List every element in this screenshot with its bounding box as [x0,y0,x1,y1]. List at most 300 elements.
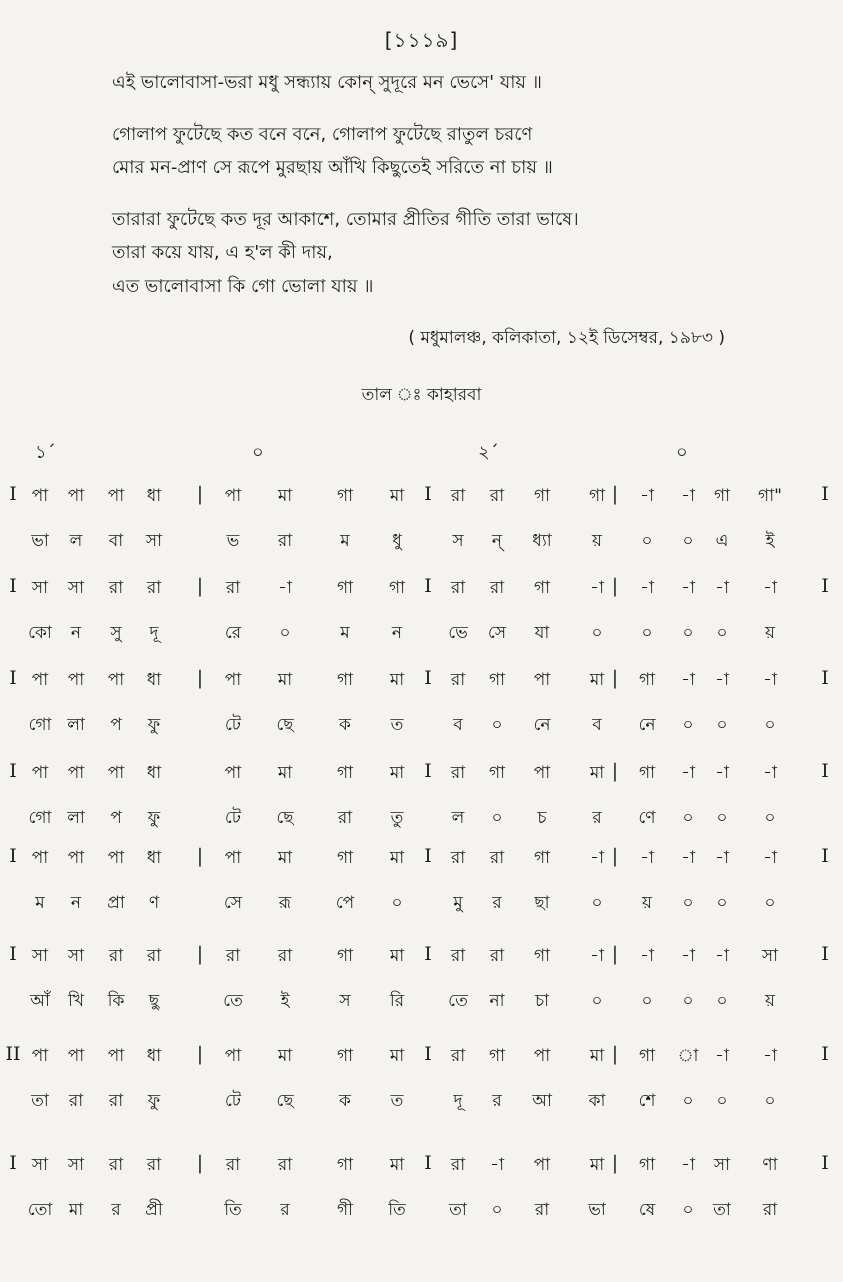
swara-note: গা [533,848,551,868]
lyric-syllable: ০ [682,893,694,913]
row-end-barline: I [821,483,829,505]
row-start-barline: I [9,845,17,867]
row-end-barline: I [821,575,829,597]
lyric-syllable: ভে [448,623,468,643]
swara-note: সা [67,1155,85,1175]
swara-note: সা [761,946,779,966]
swara-note: রা [277,946,293,966]
lyric-syllable: ০ [716,893,728,913]
lyric-syllable: ০ [764,1091,776,1111]
swara-note: মা [589,763,605,783]
lyric-syllable: ল [69,531,83,551]
lyric-syllable: ০ [682,531,694,551]
swara-note: গা [533,486,551,506]
row-end-barline: I [821,1152,829,1174]
barline: I [424,1152,432,1174]
lyric-syllable: ত [390,1091,404,1111]
lyric-syllable: লা [67,808,85,828]
lyric-syllable: ন [70,893,82,913]
lyric-syllable: ০ [716,808,728,828]
beat-mark-4: ০ [676,442,688,463]
swara-note: -া [763,578,777,598]
swara-note: া [677,1046,699,1066]
swara-note: রা [450,486,466,506]
swara-note: রা [108,1155,124,1175]
lyric-syllable: র [492,893,502,913]
swara-note: গা [336,946,354,966]
swara-note: -া [681,578,695,598]
swara-note: রা [146,578,162,598]
lyric-syllable: ০ [682,715,694,735]
swara-note: সা [31,946,49,966]
lyric-syllable: য় [591,531,603,551]
lyric-syllable: ণে [638,808,656,828]
swara-note: রা [450,763,466,783]
lyric-syllable: ছে [276,1091,294,1111]
swara-note: গা [713,486,731,506]
swara-note: পা [67,848,85,868]
lyric-line-2: গোলাপ ফুটেছে কত বনে বনে, গোলাপ ফুটেছে রাতুল চরণে [112,124,533,145]
barline: I [424,483,432,505]
swara-note: পা [31,763,49,783]
swara-note: পা [31,486,49,506]
swara-note: ধা [146,848,162,868]
swara-note: মা [589,670,605,690]
swara-note: রা [489,946,505,966]
swara-note: -া [640,486,654,506]
lyric-syllable: য় [764,623,776,643]
lyric-syllable: ব [453,715,463,735]
lyric-syllable: ম [340,623,350,643]
swara-note: রা [489,486,505,506]
row-end-barline: I [821,1043,829,1065]
swara-note: পা [533,1155,551,1175]
lyric-line-1: এই ভালোবাসা-ভরা মধু সন্ধ্যায় কোন্ সুদূরে মন ভেসে' যায় ॥ [112,72,542,93]
lyric-syllable: প [110,808,122,828]
swara-note: রা [277,1155,293,1175]
swara-note: রা [450,670,466,690]
lyric-syllable: ক [339,715,351,735]
lyric-syllable: ত [390,715,404,735]
lyric-syllable: বা [108,531,124,551]
lyric-syllable: প [110,715,122,735]
swara-note: সা [713,1155,731,1175]
lyric-syllable: কা [588,1091,606,1111]
lyric-syllable: ন্ [491,531,503,551]
lyric-syllable: তে [448,991,468,1011]
swara-note: গা [533,578,551,598]
swara-note: -া [763,1046,777,1066]
swara-note: -া [278,578,292,598]
swara-note: -া [590,578,604,598]
swara-note: গা [336,486,354,506]
lyric-syllable: শে [638,1091,656,1111]
row-start-barline: I [9,575,17,597]
swara-note: মা [589,1155,605,1175]
barline: | [196,667,204,689]
swara-note: সা [31,1155,49,1175]
barline: I [424,667,432,689]
lyric-syllable: ০ [716,1091,728,1111]
lyric-syllable: ০ [279,623,291,643]
swara-note: মা [589,1046,605,1066]
swara-note: -া [640,578,654,598]
row-end-barline: I [821,943,829,965]
beat-mark-2: ০ [252,442,264,463]
source-citation: ( মধুমালঞ্চ, কলিকাতা, ১২ই ডিসেম্বর, ১৯৮৩ ) [408,328,725,348]
lyric-syllable: কি [107,991,125,1011]
lyric-syllable: ভ [226,531,240,551]
lyric-syllable: যা [534,623,550,643]
swara-note: গা [638,1155,656,1175]
swara-note: পা [31,1046,49,1066]
swara-note: -া [490,1155,504,1175]
lyric-syllable: রি [389,991,405,1011]
row-end-barline: I [821,760,829,782]
barline: | [196,483,204,505]
swara-note: গা [388,578,406,598]
barline: | [611,667,619,689]
swara-note: রা [146,946,162,966]
swara-note: রা [489,578,505,598]
lyric-syllable: ০ [682,808,694,828]
lyric-syllable: খি [67,991,85,1011]
lyric-syllable: ০ [391,893,403,913]
lyric-syllable: তে [223,991,243,1011]
swara-note: গা [638,670,656,690]
lyric-syllable: টে [224,715,242,735]
barline: | [196,1152,204,1174]
lyric-syllable: ০ [716,715,728,735]
swara-note: গা [336,1046,354,1066]
lyric-syllable: আঁ [30,991,50,1011]
swara-note: -া [715,946,729,966]
swara-note: -া [590,848,604,868]
lyric-syllable: চ [537,808,547,828]
swara-note: -া [590,946,604,966]
lyric-syllable: ষে [638,1200,656,1220]
barline: | [611,1043,619,1065]
swara-note: পা [107,848,125,868]
swara-note: রা [225,578,241,598]
lyric-syllable: রা [277,531,293,551]
lyric-syllable: গো [28,808,52,828]
swara-note: সা [31,578,49,598]
page-number: [১১১৯] [384,28,459,52]
swara-note: গা [336,848,354,868]
swara-note: গা [488,670,506,690]
lyric-syllable: প্রা [107,893,125,913]
swara-note: রা [225,1155,241,1175]
swara-note: পা [224,763,242,783]
lyric-syllable: সু [110,623,122,643]
lyric-syllable: মা [68,1200,84,1220]
swara-note: সা [67,946,85,966]
swara-note: -া [640,946,654,966]
swara-note: পা [31,848,49,868]
swara-note: -া [763,670,777,690]
lyric-syllable: ক [339,1091,351,1111]
lyric-syllable: পে [335,893,355,913]
barline: I [424,943,432,965]
barline: | [611,1152,619,1174]
swara-note: মা [389,848,405,868]
swara-note: রা [489,848,505,868]
barline: I [424,575,432,597]
swara-note: -া [681,1155,695,1175]
lyric-syllable: রা [534,1200,550,1220]
lyric-syllable: ফু [147,808,161,828]
lyric-syllable: তি [224,1200,242,1220]
swara-note: মা [277,670,293,690]
lyric-syllable: এ [715,531,729,551]
lyric-syllable: তু [390,808,404,828]
swara-note: গা [336,1155,354,1175]
row-start-barline: II [5,1043,21,1065]
swara-note: মা [389,1155,405,1175]
swara-note: রা [450,848,466,868]
lyric-syllable: ছু [148,991,160,1011]
lyric-syllable: রা [337,808,353,828]
swara-note: পা [67,486,85,506]
lyric-syllable: ০ [591,991,603,1011]
swara-note: মা [389,763,405,783]
swara-note: -া [681,670,695,690]
barline: | [196,943,204,965]
swara-note: রা [450,1046,466,1066]
swara-note: পা [107,486,125,506]
swara-note: ধা [146,763,162,783]
swara-note: -া [715,763,729,783]
swara-note: রা [450,1155,466,1175]
lyric-syllable: সা [145,531,163,551]
swara-note: পা [31,670,49,690]
row-start-barline: I [9,760,17,782]
lyric-syllable: ০ [764,808,776,828]
swara-note: গা [336,763,354,783]
lyric-line-3: মোর মন-প্রাণ সে রূপে মুরছায় আঁখি কিছুতেই সরিতে না চায় ॥ [112,157,553,178]
lyric-syllable: ০ [682,1200,694,1220]
swara-note: রা [108,578,124,598]
lyric-syllable: ০ [491,715,503,735]
swara-note: পা [67,1046,85,1066]
lyric-syllable: ন [70,623,82,643]
row-end-barline: I [821,845,829,867]
lyric-syllable: গী [336,1200,354,1220]
swara-note: মা [389,1046,405,1066]
lyric-syllable: ম [35,893,45,913]
swara-note: গা [488,763,506,783]
swara-note: পা [224,670,242,690]
row-start-barline: I [9,667,17,689]
beat-mark-3: ২´ [478,442,499,463]
swara-note: মা [277,1046,293,1066]
lyric-line-4: তারারা ফুটেছে কত দূর আকাশে, তোমার প্রীতির গীতি তারা ভাষে। [112,209,579,230]
swara-note: পা [224,1046,242,1066]
barline: | [611,483,619,505]
tal-heading: তাল ঃ কাহারবা [361,385,482,405]
swara-note: ধা [146,1046,162,1066]
lyric-syllable: সে [223,893,243,913]
lyric-syllable: রা [762,1200,778,1220]
lyric-syllable: ০ [682,991,694,1011]
lyric-syllable: স [452,531,464,551]
lyric-syllable: ০ [641,623,653,643]
lyric-syllable: ম [340,531,350,551]
lyric-syllable: স [339,991,351,1011]
lyric-syllable: রে [224,623,242,643]
lyric-syllable: ০ [641,531,653,551]
lyric-syllable: ০ [764,893,776,913]
lyric-syllable: য় [641,893,653,913]
lyric-syllable: ০ [591,893,603,913]
lyric-syllable: রা [68,1091,84,1111]
barline: | [611,845,619,867]
swara-note: মা [389,670,405,690]
swara-note: গা [336,670,354,690]
lyric-syllable: ছে [276,808,294,828]
swara-note: গা [638,1046,656,1066]
row-end-barline: I [821,667,829,689]
lyric-syllable: ধু [392,531,402,551]
swara-note: পা [533,670,551,690]
swara-note: -া [715,848,729,868]
beat-mark-1: ১´ [35,442,56,463]
swara-note: -া [681,946,695,966]
swara-note: পা [224,486,242,506]
barline: | [611,943,619,965]
lyric-syllable: ন [391,623,403,643]
lyric-syllable: ০ [716,623,728,643]
swara-note: ধা [146,670,162,690]
lyric-syllable: য় [764,991,776,1011]
barline: | [611,760,619,782]
lyric-line-5: তারা কয়ে যায়, এ হ'ল কী দায়, [112,242,333,263]
swara-note: মা [277,763,293,783]
lyric-syllable: দূ [453,1091,463,1111]
barline: I [424,845,432,867]
swara-note: রা [108,946,124,966]
lyric-syllable: তো [27,1200,53,1220]
lyric-syllable: ছে [276,715,294,735]
swara-note: মা [389,946,405,966]
swara-note: পা [107,1046,125,1066]
lyric-syllable: র [280,1200,290,1220]
lyric-line-6: এত ভালোবাসা কি গো ভোলা যায় ॥ [112,276,374,297]
lyric-syllable: দূ [149,623,159,643]
swara-note: -া [763,848,777,868]
swara-note: গা [588,486,606,506]
lyric-syllable: র [492,1091,502,1111]
swara-note: গা [533,946,551,966]
lyric-syllable: ভা [588,1200,606,1220]
swara-note: গা [488,1046,506,1066]
swara-note: ধা [146,486,162,506]
lyric-syllable: ব [592,715,602,735]
swara-note: পা [107,763,125,783]
swara-note: গা [638,763,656,783]
swara-note: রা [225,946,241,966]
row-start-barline: I [9,943,17,965]
lyric-syllable: ভা [31,531,49,551]
lyric-syllable: কো [28,623,52,643]
swara-note: পা [224,848,242,868]
lyric-syllable: ল [451,808,465,828]
lyric-syllable: তা [449,1200,467,1220]
lyric-syllable: নে [533,715,551,735]
lyric-syllable: লা [67,715,85,735]
swara-note: -া [715,670,729,690]
lyric-syllable: ০ [491,808,503,828]
swara-note: মা [277,848,293,868]
lyric-syllable: ০ [591,623,603,643]
swara-note: -া [681,848,695,868]
swara-note: -া [681,763,695,783]
lyric-syllable: ০ [764,715,776,735]
lyric-syllable: টে [224,1091,242,1111]
swara-note: -া [715,578,729,598]
lyric-syllable: র [592,808,602,828]
lyric-syllable: ধ্যা [532,531,552,551]
swara-note: ণা [762,1155,778,1175]
lyric-syllable: না [489,991,505,1011]
swara-note: পা [107,670,125,690]
lyric-syllable: তা [31,1091,49,1111]
lyric-syllable: তি [388,1200,406,1220]
lyric-syllable: আ [532,1091,552,1111]
lyric-syllable: ফু [147,715,161,735]
lyric-syllable: চা [534,991,550,1011]
swara-note: -া [681,486,695,506]
swara-note: রা [450,578,466,598]
lyric-syllable: র [111,1200,121,1220]
barline: | [196,575,204,597]
lyric-syllable: ণ [148,893,160,913]
lyric-syllable: ই [765,531,775,551]
lyric-syllable: প্রী [145,1200,163,1220]
swara-note: সা [67,578,85,598]
lyric-syllable: রা [108,1091,124,1111]
swara-note: গা" [758,486,782,506]
swara-note: পা [67,763,85,783]
swara-note: গা [336,578,354,598]
swara-note: মা [277,486,293,506]
lyric-syllable: গো [28,715,52,735]
row-start-barline: I [9,483,17,505]
swara-note: পা [67,670,85,690]
lyric-syllable: ছা [534,893,550,913]
lyric-syllable: মু [453,893,463,913]
row-start-barline: I [9,1152,17,1174]
lyric-syllable: সে [487,623,507,643]
lyric-syllable: ০ [716,991,728,1011]
lyric-syllable: নে [638,715,656,735]
lyric-syllable: ০ [641,991,653,1011]
swara-note: -া [763,763,777,783]
barline: | [611,575,619,597]
swara-note: রা [146,1155,162,1175]
swara-note: -া [715,1046,729,1066]
lyric-syllable: ০ [491,1200,503,1220]
lyric-syllable: ই [280,991,290,1011]
lyric-syllable: ০ [682,623,694,643]
lyric-syllable: রূ [278,893,292,913]
lyric-syllable: ফু [147,1091,161,1111]
lyric-syllable: তা [713,1200,731,1220]
swara-note: রা [450,946,466,966]
swara-note: মা [389,486,405,506]
swara-note: -া [640,848,654,868]
